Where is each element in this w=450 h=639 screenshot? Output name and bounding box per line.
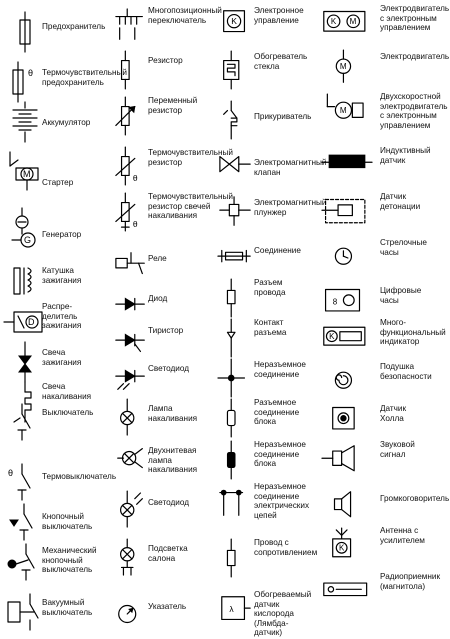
wire-connector-icon xyxy=(218,278,252,318)
symbol-label: Много- функциональный индикатор xyxy=(380,318,446,347)
symbol-label: Антенна с усилителем xyxy=(380,526,425,545)
led-icon xyxy=(114,358,148,398)
symbol-label: Стрелочные часы xyxy=(380,238,427,257)
symbol-label: Термочувствительный резистор xyxy=(148,148,233,167)
multi-switch-icon xyxy=(114,6,148,46)
svg-text:θ: θ xyxy=(8,468,14,478)
symbol-label: Аккумулятор xyxy=(42,118,91,127)
symbol-label: Электромагнитный плунжер xyxy=(254,198,327,217)
inductive-sensor-icon xyxy=(322,144,372,184)
symbol-label: Вакуумный выключатель xyxy=(42,598,93,617)
svg-text:K: K xyxy=(329,331,335,341)
symbol-label: Распре- делитель зажигания xyxy=(42,302,82,331)
cigarette-lighter-icon xyxy=(218,100,252,140)
symbol-label: Резистор xyxy=(148,56,183,65)
svg-text:8: 8 xyxy=(332,297,338,307)
thyristor-icon xyxy=(114,322,148,362)
symbol-label: Разъемное соединение блока xyxy=(254,398,300,427)
thermal-switch-icon xyxy=(4,462,40,502)
spark-plug-icon xyxy=(4,342,40,382)
symbol-label: Кнопочный выключатель xyxy=(42,512,93,531)
permanent-joint-icon xyxy=(218,358,252,398)
symbol-label: Свеча накаливания xyxy=(42,382,92,401)
symbol-label: Свеча зажигания xyxy=(42,348,82,367)
symbol-label: Громкоговоритель xyxy=(380,494,450,503)
dual-lamp-icon xyxy=(114,440,148,480)
knock-sensor-icon xyxy=(322,192,372,232)
connector-pin-icon xyxy=(218,318,252,358)
led-lamp-icon xyxy=(114,490,148,530)
starter-icon xyxy=(4,150,40,190)
svg-text:θ: θ xyxy=(132,219,138,230)
symbol-label: Указатель xyxy=(148,602,187,611)
symbol-label: Лампа накаливания xyxy=(148,404,198,423)
thermistor-icon xyxy=(114,146,148,186)
circuit-joint-icon xyxy=(218,482,252,522)
digital-clock-icon xyxy=(322,282,372,322)
symbol-label: Цифровые часы xyxy=(380,286,422,305)
symbol-label: Датчик Холла xyxy=(380,404,407,423)
hall-sensor-icon xyxy=(322,400,372,440)
electronic-motor-icon xyxy=(322,4,372,44)
motor-icon xyxy=(322,48,372,88)
antenna-amp-icon xyxy=(322,526,372,566)
svg-text:K: K xyxy=(330,17,337,26)
resistive-wire-icon xyxy=(218,538,252,578)
gauge-icon xyxy=(114,594,148,634)
svg-text:θ: θ xyxy=(28,68,34,78)
symbol-label: Предохранитель xyxy=(42,22,106,31)
block-permanent-icon xyxy=(218,440,252,480)
solenoid-plunger-icon xyxy=(218,192,252,232)
symbol-label: Двухнитевая лампа накаливания xyxy=(148,446,198,475)
window-heater-icon xyxy=(218,50,252,90)
relay-icon xyxy=(114,246,148,286)
variable-resistor-icon xyxy=(114,96,148,136)
symbol-label: Светодиод xyxy=(148,498,189,507)
diode-icon xyxy=(114,286,148,326)
symbol-label: Соединение xyxy=(254,246,301,255)
ignition-coil-icon xyxy=(4,262,40,302)
svg-text:K: K xyxy=(231,16,237,27)
symbol-label: Электромагнитный клапан xyxy=(254,158,327,177)
airbag-icon xyxy=(322,362,372,402)
symbol-label: Стартер xyxy=(42,178,74,187)
symbol-label: Диод xyxy=(148,294,168,303)
svg-text:θ: θ xyxy=(132,173,138,184)
electronic-control-icon xyxy=(218,4,252,44)
symbol-label: Неразъемное соединение блока xyxy=(254,440,306,469)
push-switch-icon xyxy=(4,502,40,542)
symbol-label: Многопозиционный переключатель xyxy=(148,6,222,25)
svg-text:M: M xyxy=(339,61,347,71)
resistor-icon xyxy=(114,50,148,90)
svg-text:G: G xyxy=(24,235,32,245)
symbol-label: Контакт разъема xyxy=(254,318,287,337)
symbol-label: Механический кнопочный выключатель xyxy=(42,546,97,575)
symbol-label: Звуковой сигнал xyxy=(380,440,415,459)
battery-icon xyxy=(4,102,40,142)
connection-icon xyxy=(218,238,252,278)
cabin-light-icon xyxy=(114,538,148,578)
symbol-label: Подсветка салона xyxy=(148,544,188,563)
generator-icon xyxy=(4,208,40,248)
analog-clock-icon xyxy=(322,238,372,278)
symbol-label: Электронное управление xyxy=(254,6,304,25)
vacuum-switch-icon xyxy=(4,592,40,632)
svg-text:M: M xyxy=(339,105,347,115)
solenoid-valve-icon xyxy=(218,146,252,186)
glow-thermistor-icon xyxy=(114,192,148,232)
symbol-label: Термочувствительный резистор свечей накаливания xyxy=(148,192,233,221)
lambda-sensor-icon xyxy=(218,590,252,630)
mech-push-switch-icon xyxy=(4,542,40,582)
svg-text:λ: λ xyxy=(229,603,234,614)
symbol-label: Двухскоростной электродвигатель с электронным управлением xyxy=(380,92,448,130)
symbol-label: Термовыключатель xyxy=(42,472,117,481)
two-speed-motor-icon xyxy=(322,92,372,132)
symbol-label: Тиристор xyxy=(148,326,184,335)
distributor-icon xyxy=(4,302,40,342)
block-detachable-icon xyxy=(218,398,252,438)
lamp-icon xyxy=(114,398,148,438)
speaker-icon xyxy=(322,486,372,526)
symbol-label: Светодиод xyxy=(148,364,189,373)
symbol-label: Выключатель xyxy=(42,408,94,417)
symbol-label: Обогреваемый датчик кислорода (Лямбда-датчик) xyxy=(254,590,312,638)
symbol-label: Датчик детонации xyxy=(380,192,421,211)
symbol-label: Радиоприемник (магнитола) xyxy=(380,572,441,591)
symbol-label: Неразъемное соединение xyxy=(254,360,306,379)
svg-text:D: D xyxy=(28,317,35,327)
svg-text:K: K xyxy=(338,543,345,553)
symbol-label: Катушка зажигания xyxy=(42,266,82,285)
switch-icon xyxy=(4,402,40,442)
svg-text:M: M xyxy=(349,17,357,26)
symbol-label: Подушка безопасности xyxy=(380,362,432,381)
symbol-label: Прикуриватель xyxy=(254,112,312,121)
radio-icon xyxy=(322,572,372,612)
symbol-label: Электродвигатель xyxy=(380,52,450,61)
thermal-fuse-icon xyxy=(4,62,40,102)
symbol-label: Разъем провода xyxy=(254,278,286,297)
multi-display-icon xyxy=(322,318,372,358)
svg-text:M: M xyxy=(23,169,31,179)
symbol-label: Электродвигатель с электронным управлением xyxy=(380,4,450,33)
symbol-label: Термочувствительный предохранитель xyxy=(42,68,127,87)
symbol-label: Обогреватель стекла xyxy=(254,52,308,71)
symbol-label: Переменный резистор xyxy=(148,96,198,115)
fuse-icon xyxy=(4,12,40,52)
horn-icon xyxy=(322,440,372,480)
symbol-label: Неразъемное соединение электрических цепей xyxy=(254,482,310,520)
symbol-label: Индуктивный датчик xyxy=(380,146,431,165)
symbol-label: Генератор xyxy=(42,230,82,239)
symbol-label: Провод с сопротивлением xyxy=(254,538,318,557)
symbol-label: Реле xyxy=(148,254,167,263)
